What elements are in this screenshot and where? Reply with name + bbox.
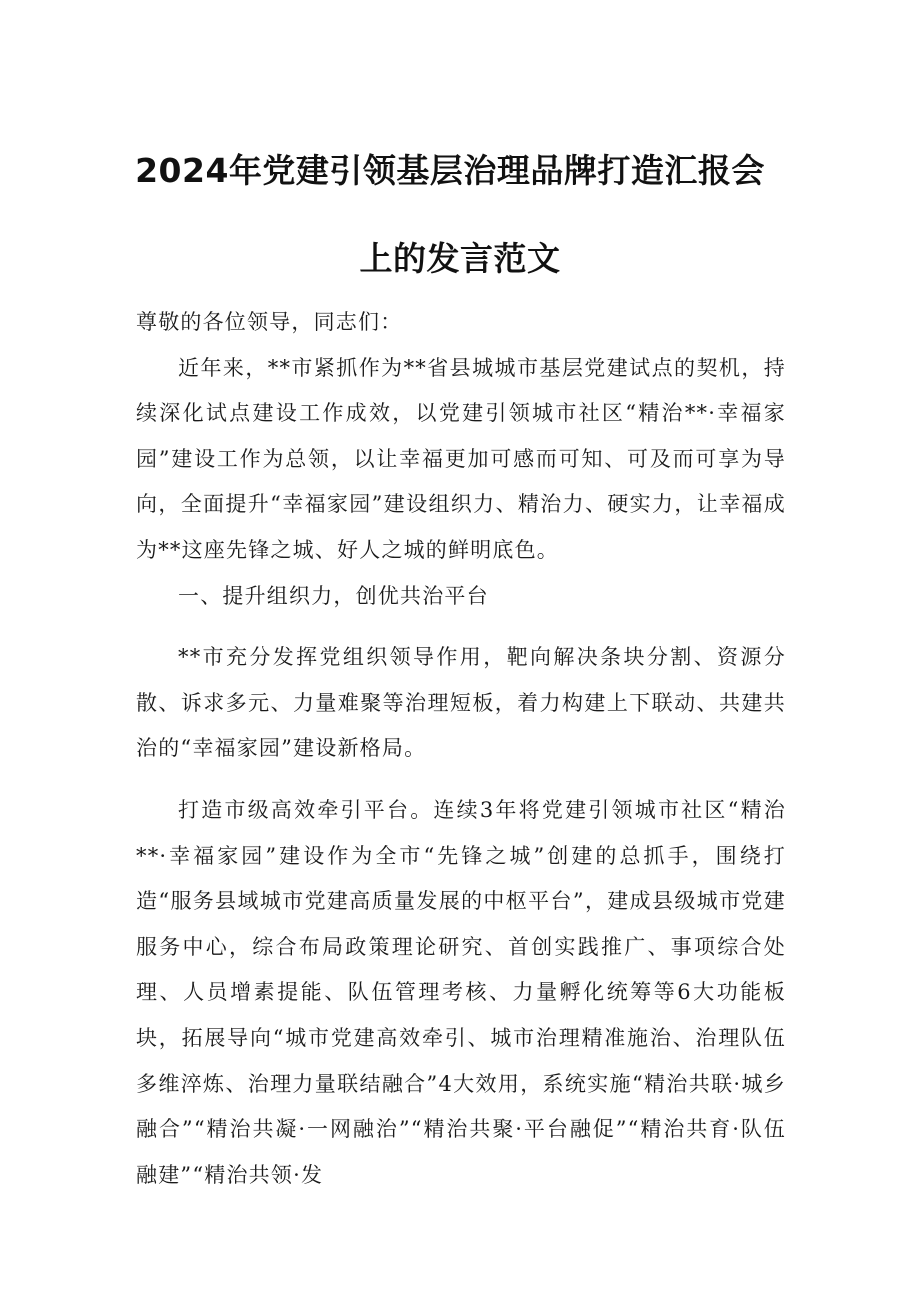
intro-paragraph: 近年来，**市紧抓作为**省县城城市基层党建试点的契机，持续深化试点建设工作成效，以党建引领城市社区“精治**·幸福家园”建设工作为总领，以让幸福更加可感而可知、可及而可享为导向，全面提升“幸福家园”建设组织力、精治力、硬实力，让幸福成为**这座先锋之城、好人之城的鲜明底色。 — [136, 355, 786, 562]
body-paragraph: **市充分发挥党组织领导作用，靶向解决条块分割、资源分散、诉求多元、力量难聚等治理短板，着力构建上下联动、共建共治的“幸福家园”建设新格局。 — [136, 645, 786, 761]
document-title-line-2: 上的发言范文 — [359, 239, 561, 278]
section-heading: 一、提升组织力，创优共治平台 — [178, 583, 489, 608]
document-title-line-1: 2024年党建引领基层治理品牌打造汇报会 — [135, 151, 765, 190]
body-paragraph: 打造市级高效牵引平台。连续3年将党建引领城市社区“精治**·幸福家园”建设作为全市“先锋之城”创建的总抓手，围绕打造“服务县域城市党建高质量发展的中枢平台”，建成县级城市党建服务中心，综合布局政策理论研究、首创实践推广、事项综合处理、人员增素提能、队伍管理考核、力量孵化统筹等6大功能板块，拓展导向“城市党建高效牵引、城市治理精准施治、治理队伍多维淬炼、治理力量联结融合”4大效用，系统实施“精治共联·城乡融合”“精治共凝·一网融治”“精治共聚·平台融促”“精治共育·队伍融建”“精治共领·发 — [136, 797, 786, 1187]
salutation: 尊敬的各位领导，同志们： — [136, 310, 403, 334]
document-body — [136, 300, 786, 1198]
